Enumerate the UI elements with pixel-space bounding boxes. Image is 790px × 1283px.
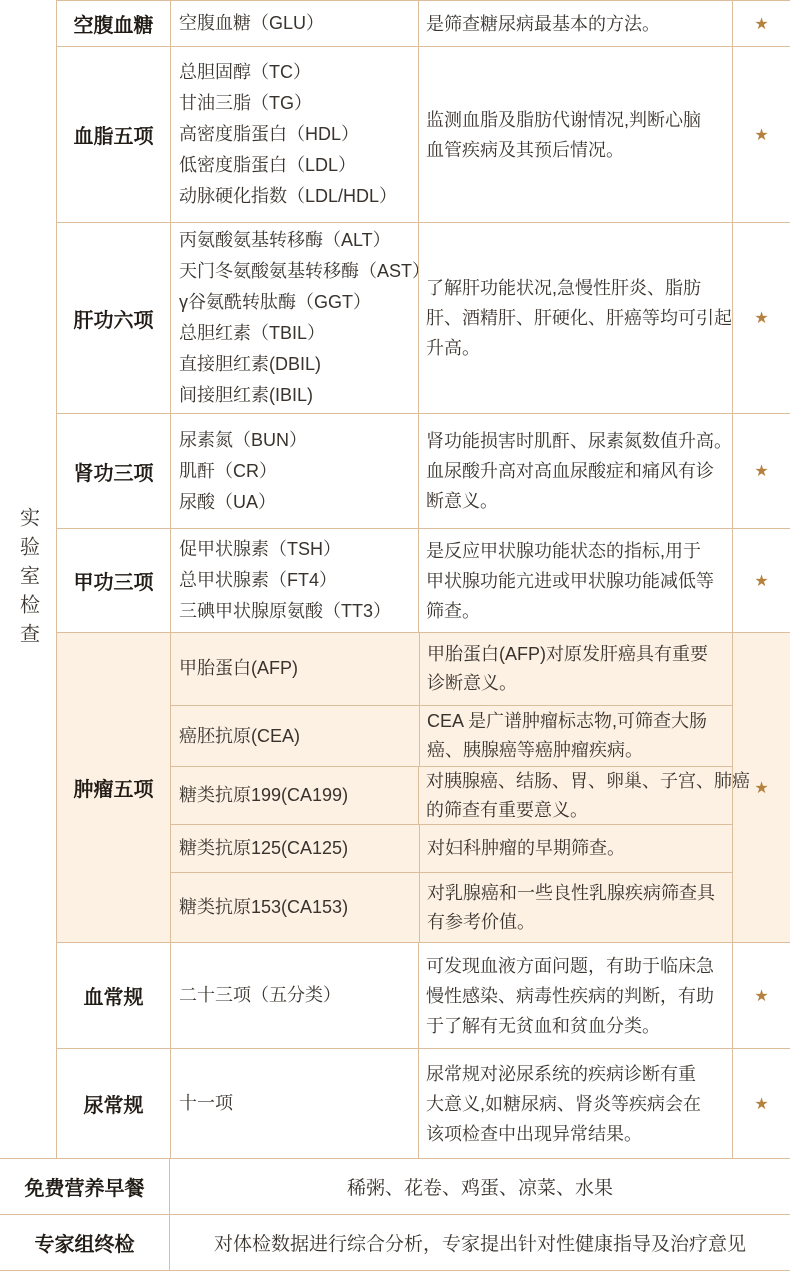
desc-text: 甲胎蛋白(AFP)对原发肝癌具有重要 (427, 643, 708, 664)
star-icon: ★ (754, 310, 769, 327)
row-items (170, 223, 431, 413)
section-label-laboratory: 实验室检查 (16, 506, 39, 652)
desc-text: 监测血脂及脂肪代谢情况,判断心脑 (426, 109, 701, 130)
tumor-section (56, 632, 790, 942)
table-row (56, 0, 790, 46)
desc-text: 大意义,如糖尿病、肾炎等疾病会在 (426, 1093, 701, 1114)
row-description (419, 633, 732, 705)
tumor-subrow (171, 824, 732, 872)
row-items (170, 1, 418, 46)
desc-text: 有参考价值。 (427, 911, 535, 932)
item-text: 间接胆红素(IBIL) (179, 385, 314, 405)
row-description (418, 1049, 732, 1158)
item-text: 总胆红素（TBIL） (179, 323, 326, 343)
desc-text: 尿常规对泌尿系统的疾病诊断有重 (426, 1063, 696, 1084)
row-items (170, 529, 418, 632)
desc-text: 是反应甲状腺功能状态的指标,用于 (426, 540, 701, 561)
row-items (170, 1049, 418, 1158)
tumor-subtable (170, 633, 750, 942)
item-text: 促甲状腺素（TSH） (179, 539, 341, 559)
star-icon: ★ (754, 15, 769, 33)
row-content: 稀粥、花卷、鸡蛋、凉菜、水果 (169, 1159, 790, 1214)
desc-text: 筛查。 (426, 600, 480, 621)
desc-text: 断意义。 (426, 491, 498, 511)
breakfast-row (0, 1158, 790, 1214)
item-text: 天门冬氨酸氨基转移酶（AST） (179, 261, 431, 281)
desc-text: 的筛查有重要意义。 (426, 799, 588, 820)
row-items (171, 633, 419, 705)
desc-text: 可发现血液方面问题，有助于临床急 (426, 955, 714, 976)
desc-text: 肾功能损害时肌酐、尿素氮数值升高。 (426, 431, 732, 451)
desc-text: 诊断意义。 (427, 672, 517, 693)
star-icon: ★ (754, 126, 769, 144)
expert-review-row (0, 1214, 790, 1271)
row-description (419, 706, 732, 767)
item-text: 甲胎蛋白(AFP) (179, 658, 298, 679)
star-icon: ★ (754, 779, 769, 797)
row-description (418, 1, 732, 46)
desc-text: 血尿酸升高对高血尿酸症和痛风有诊 (426, 461, 714, 481)
star-icon: ★ (754, 572, 769, 590)
row-description (418, 223, 732, 413)
row-category: 尿常规 (83, 1095, 144, 1117)
desc-text: 是筛查糖尿病最基本的方法。 (426, 13, 660, 34)
item-text: 二十三项（五分类） (179, 985, 341, 1005)
item-text: 糖类抗原199(CA199) (179, 785, 349, 806)
item-text: 癌胚抗原(CEA) (179, 725, 300, 746)
row-category: 血常规 (83, 987, 144, 1009)
row-items (171, 873, 419, 942)
row-category: 甲功三项 (73, 572, 154, 594)
star-cell (732, 223, 790, 413)
desc-text: 癌、胰腺癌等癌肿瘤疾病。 (427, 740, 643, 761)
tumor-subrow (171, 872, 732, 942)
star-cell (732, 529, 790, 632)
item-text: 尿素氮（BUN） (179, 429, 308, 450)
desc-text: 慢性感染、病毒性疾病的判断，有助 (426, 985, 714, 1006)
row-items (170, 47, 418, 222)
star-cell (732, 1049, 790, 1158)
item-text: 十一项 (179, 1093, 233, 1113)
table-row (56, 1048, 790, 1158)
desc-text: 对乳腺癌和一些良性乳腺疾病筛查具 (427, 882, 715, 903)
table-row (56, 942, 790, 1048)
item-text: 空腹血糖（GLU） (179, 13, 325, 33)
item-text: 动脉硬化指数（LDL/HDL） (179, 186, 398, 206)
row-label: 专家组终检 (34, 1234, 135, 1256)
row-category: 肿瘤五项 (73, 779, 154, 801)
row-label: 免费营养早餐 (24, 1178, 145, 1200)
desc-text: 血管疾病及其预后情况。 (426, 139, 624, 160)
row-description (418, 943, 732, 1048)
item-text: 高密度脂蛋白（HDL） (179, 124, 360, 144)
table-row (56, 528, 790, 632)
row-description (418, 47, 732, 222)
item-text: 糖类抗原125(CA125) (179, 838, 349, 859)
desc-text: 升高。 (426, 338, 480, 358)
row-items (170, 943, 418, 1048)
star-icon: ★ (754, 1095, 769, 1113)
row-content: 对体检数据进行综合分析，专家提出针对性健康指导及治疗意见 (169, 1215, 790, 1270)
row-description (418, 414, 732, 528)
star-cell (732, 633, 790, 942)
row-category: 空腹血糖 (73, 15, 154, 37)
row-description (419, 873, 732, 942)
desc-text: 对妇科肿瘤的早期筛查。 (427, 838, 625, 859)
tumor-subrow (171, 705, 732, 767)
item-text: γ谷氨酰转肽酶（GGT） (179, 292, 371, 312)
item-text: 总胆固醇（TC） (179, 62, 311, 82)
star-cell (732, 1, 790, 46)
item-text: 低密度脂蛋白（LDL） (179, 155, 357, 175)
item-text: 甘油三脂（TG） (179, 93, 312, 113)
row-items (171, 706, 419, 767)
tumor-subrow (171, 633, 732, 705)
desc-text: CEA 是广谱肿瘤标志物,可筛查大肠 (427, 711, 708, 732)
item-text: 直接胆红素(DBIL) (179, 354, 322, 374)
item-text: 肌酐（CR） (179, 460, 277, 481)
star-icon: ★ (754, 463, 769, 480)
row-category: 肾功三项 (73, 462, 154, 485)
row-category: 血脂五项 (73, 126, 154, 148)
star-cell (732, 943, 790, 1048)
row-category: 肝功六项 (73, 309, 154, 332)
star-cell (732, 414, 790, 528)
row-description (419, 825, 732, 872)
tumor-subrow (171, 766, 750, 824)
desc-text: 于了解有无贫血和贫血分类。 (426, 1015, 660, 1036)
star-icon: ★ (754, 987, 769, 1005)
desc-text: 对胰腺癌、结肠、胃、卵巢、子宫、肺癌 (426, 770, 750, 791)
row-description (418, 767, 750, 824)
star-cell (732, 47, 790, 222)
desc-text: 该项检查中出现异常结果。 (426, 1123, 642, 1144)
row-items (171, 767, 418, 824)
table-row (56, 413, 790, 528)
desc-text: 甲状腺功能亢进或甲状腺功能减低等 (426, 570, 714, 591)
table-row (56, 222, 790, 413)
row-items (170, 414, 418, 528)
row-description (418, 529, 732, 632)
item-text: 尿酸（UA） (179, 491, 277, 512)
item-text: 丙氨酸氨基转移酶（ALT） (179, 230, 391, 250)
item-text: 糖类抗原153(CA153) (179, 897, 349, 918)
desc-text: 肝、酒精肝、肝硬化、肝癌等均可引起 (426, 308, 732, 328)
item-text: 三碘甲状腺原氨酸（TT3） (179, 601, 391, 621)
desc-text: 了解肝功能状况,急慢性肝炎、脂肪 (426, 278, 701, 298)
item-text: 总甲状腺素（FT4） (179, 570, 338, 590)
row-items (171, 825, 419, 872)
table-row (56, 46, 790, 222)
